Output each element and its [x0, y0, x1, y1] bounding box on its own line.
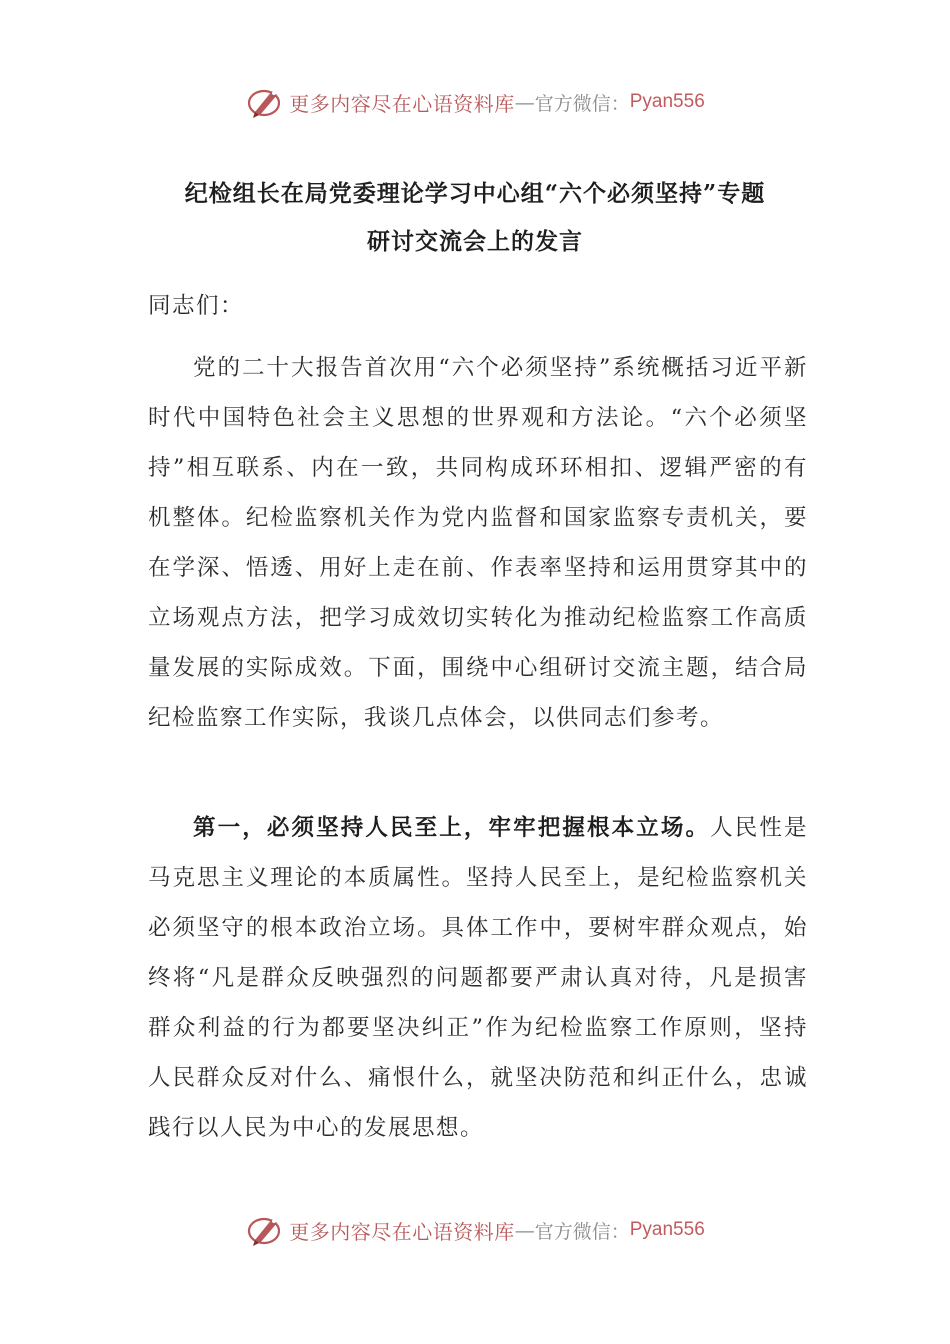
banner-wechat-id: Pyan556: [629, 91, 705, 112]
title-line-2: 研讨交流会上的发言: [367, 228, 583, 255]
footer-separator: —: [514, 1218, 535, 1242]
pen-logo-icon: [245, 1210, 285, 1250]
footer-banner: [0, 1210, 950, 1250]
footer-wechat-id: Pyan556: [629, 1219, 705, 1240]
title-line-1: 纪检组长在局党委理论学习中心组“六个必须坚持”专题: [184, 180, 766, 207]
footer-wechat-label: 官方微信：: [534, 1220, 630, 1243]
first-point-heading: 第一，必须坚持人民至上，牢牢把握根本立场。: [193, 815, 711, 841]
paragraph-intro: 党的二十大报告首次用“六个必须坚持”系统概括习近平新时代中国特色社会主义思想的世界观和方法论。“六个必须坚持”相互联系、内在一致，共同构成环环相扣、逻辑严密的有机整体。纪检监察机关作为党内监督和国家监察专责机关，要在学深、悟透、用好上走在前、作表率坚持和运用贯穿其中的立场观点方法，把学习成效切实转化为推动纪检监察工作高质量发展的实际成效。下面，围绕中心组研讨交流主题，结合局纪检监察工作实际，我谈几点体会，以供同志们参考。: [148, 355, 808, 731]
banner-slogan: 更多内容尽在心语资料库: [289, 91, 515, 116]
banner-wechat-label: 官方微信：: [534, 92, 630, 115]
header-banner: [0, 82, 950, 122]
greeting: 同志们：: [148, 293, 245, 319]
footer-slogan: 更多内容尽在心语资料库: [289, 1219, 515, 1244]
banner-separator: —: [514, 90, 535, 114]
first-point-body: 人民性是马克思主义理论的本质属性。坚持人民至上，是纪检监察机关必须坚守的根本政治立场。具体工作中，要树牢群众观点，始终将“凡是群众反映强烈的问题都要严肃认真对待，凡是损害群众利益的行为都要坚决纠正”作为纪检监察工作原则，坚持人民群众反对什么、痛恨什么，就坚决防范和纠正什么，忠诚践行以人民为中心的发展思想。: [148, 815, 808, 1141]
pen-logo-icon: [245, 82, 285, 122]
paragraph-first-point: [148, 803, 808, 1153]
document-title: [150, 170, 800, 266]
